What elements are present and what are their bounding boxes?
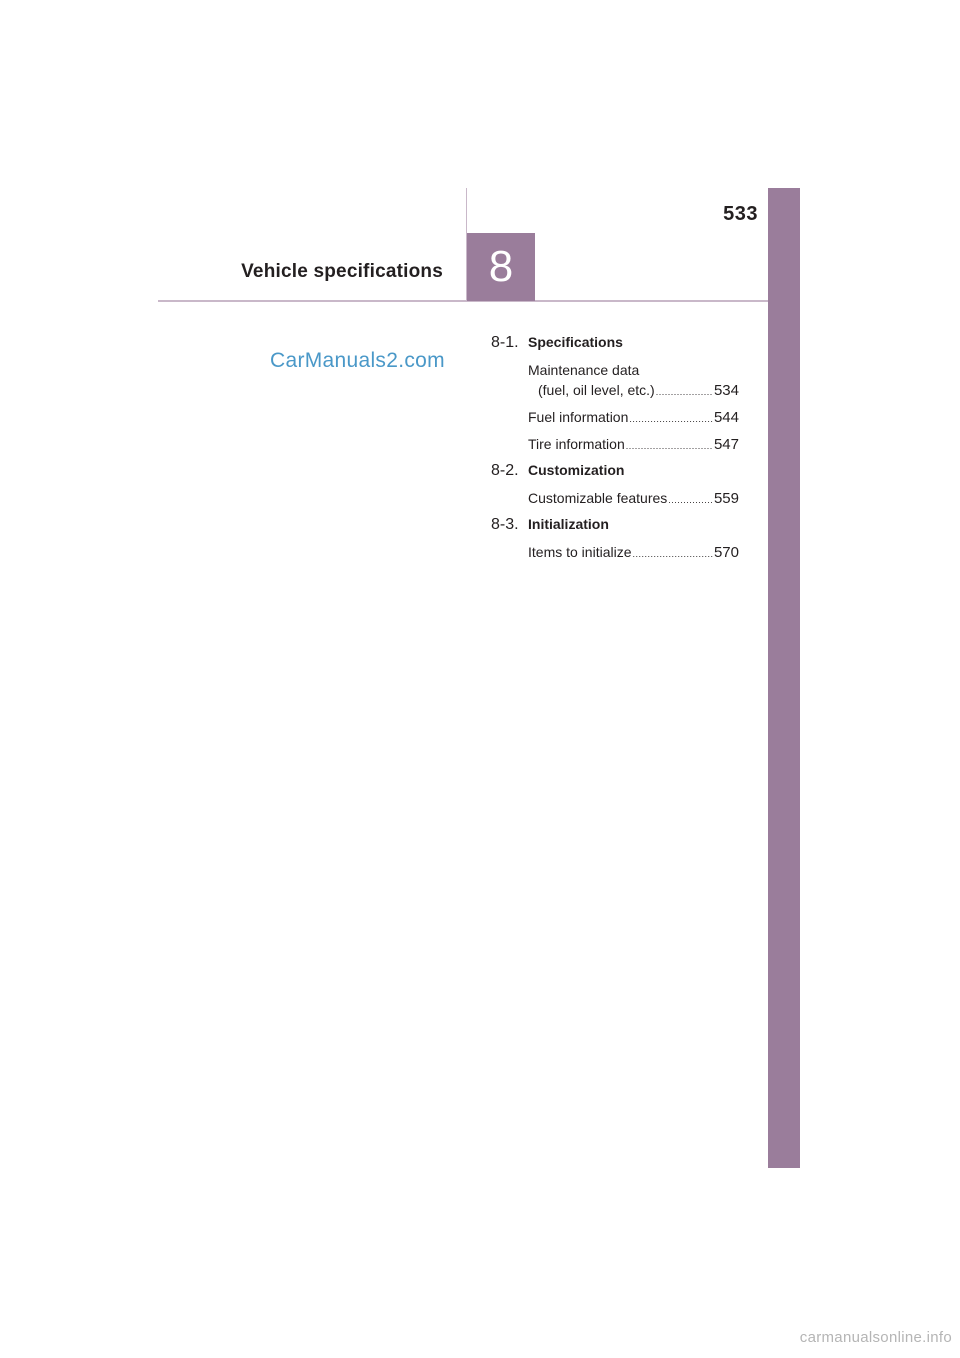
toc-section-customization	[491, 462, 739, 510]
watermark: CarManuals2.com	[270, 349, 445, 372]
page-number: 533	[723, 203, 758, 225]
toc-section-number: 8-2.	[491, 462, 519, 479]
toc-section-heading	[491, 516, 739, 542]
header-horizontal-rule	[158, 300, 768, 302]
toc-section-title: Initialization	[528, 516, 609, 532]
toc-section-title: Customization	[528, 462, 625, 478]
toc-entry-page: 547	[713, 436, 739, 453]
toc-entry-label-continued: (fuel, oil level, etc.)	[538, 382, 655, 398]
toc-entry-page: 559	[713, 490, 739, 507]
toc-section-heading	[491, 462, 739, 488]
chapter-title: Vehicle specifications	[241, 261, 443, 282]
table-of-contents	[491, 334, 739, 570]
toc-entry-tire-information[interactable]	[528, 434, 739, 456]
toc-section-number: 8-3.	[491, 516, 519, 533]
toc-entry-label: Maintenance data	[528, 362, 640, 378]
dot-leader	[629, 409, 713, 429]
toc-entry-items-to-initialize[interactable]	[528, 542, 739, 564]
toc-section-specifications	[491, 334, 739, 456]
toc-entry-customizable-features[interactable]	[528, 488, 739, 510]
toc-entry-label: Items to initialize	[528, 544, 632, 560]
toc-entry-page: 570	[713, 544, 739, 561]
toc-entry-label: Fuel information	[528, 409, 629, 425]
chapter-number-box	[467, 233, 535, 301]
dot-leader	[632, 544, 712, 564]
toc-section-initialization	[491, 516, 739, 564]
toc-entry-maintenance-data[interactable]	[528, 360, 739, 402]
dot-leader	[668, 490, 713, 510]
toc-section-heading	[491, 334, 739, 360]
toc-entry-fuel-information[interactable]	[528, 407, 739, 429]
toc-entry-label: Tire information	[528, 436, 625, 452]
toc-entry-label: Customizable features	[528, 490, 668, 506]
toc-entry-page: 544	[713, 409, 739, 426]
toc-section-number: 8-1.	[491, 334, 519, 351]
footer-watermark: carmanualsonline.info	[799, 1329, 952, 1346]
chapter-number: 8	[488, 242, 514, 291]
dot-leader	[656, 382, 713, 402]
dot-leader	[626, 436, 713, 456]
toc-entry-page: 534	[713, 382, 739, 399]
toc-section-title: Specifications	[528, 334, 623, 350]
chapter-side-tab	[768, 188, 800, 1168]
